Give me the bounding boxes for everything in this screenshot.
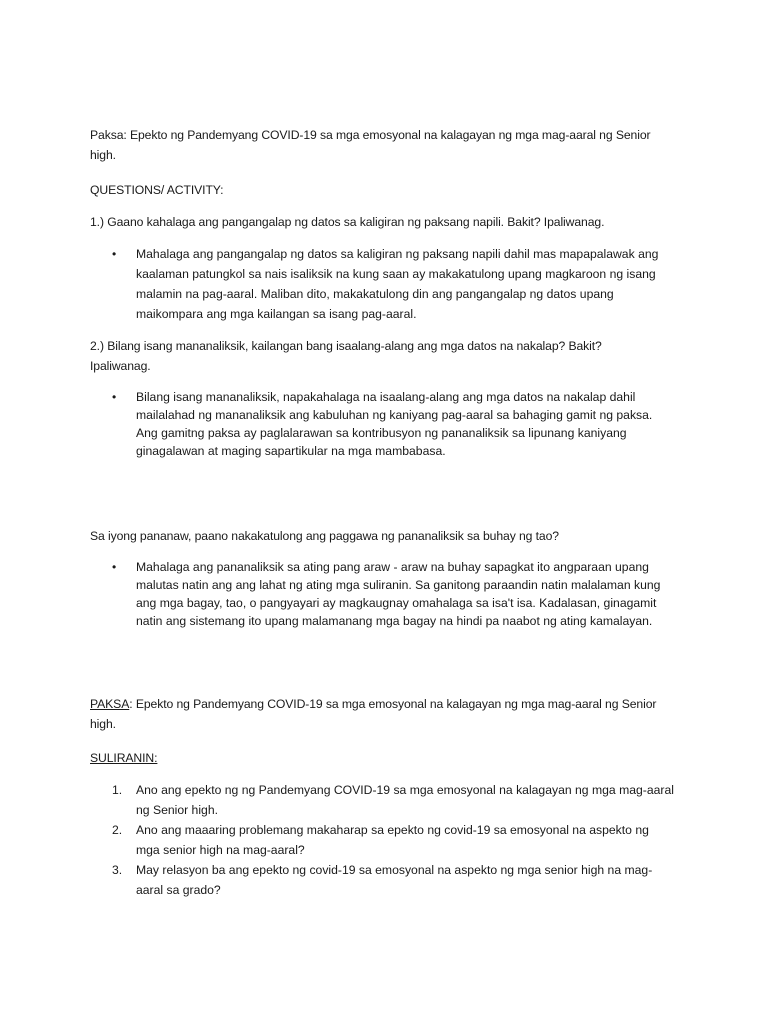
question-3: Sa iyong pananaw, paano nakakatulong ang paggawa ng pananaliksik sa buhay ng tao? (90, 529, 559, 543)
answer-line: malutas natin ang ang lahat ng ating mga suliranin. Sa ganitong paraandin natin malalaman kung (136, 578, 661, 592)
question-2-line-1: 2.) Bilang isang mananaliksik, kailangan bang isaalang-alang ang mga datos na nakalap? Bakit? (90, 339, 602, 353)
paksa-section-paragraph (90, 694, 690, 734)
answer-3-text (136, 558, 676, 630)
item-line-1: Ano ang epekto ng ng Pandemyang COVID-19 sa mga emosyonal na kalagayan ng mga mag-aaral (136, 783, 674, 797)
question-2 (90, 336, 690, 376)
suliranin-item (112, 780, 692, 820)
suliranin-item (112, 820, 692, 860)
paksa-label: PAKSA (90, 697, 130, 711)
answer-line: Mahalaga ang pangangalap ng datos sa kaligiran ng paksang napili dahil mas mapapalawak ang (136, 247, 659, 261)
paksa-line-1: Paksa: Epekto ng Pandemyang COVID-19 sa mga emosyonal na kalagayan ng mga mag-aaral ng Senior (90, 128, 651, 142)
item-number: 1. (112, 783, 123, 797)
paksa-line-2: high. (90, 148, 116, 162)
answer-2-text (136, 388, 676, 460)
answer-line: kaalaman patungkol sa nais isaliksik na kung saan ay makakatulong upang magkaroon ng isang (136, 267, 656, 281)
answer-3 (112, 558, 672, 634)
answer-2 (112, 388, 672, 464)
answer-line: ginagalawan at maging sapartikular na mga mambabasa. (136, 444, 446, 458)
bullet-icon: • (112, 390, 117, 404)
answer-line: Bilang isang mananaliksik, napakahalaga na isaalang-alang ang mga datos na nakalap dahil (136, 390, 636, 404)
item-line-2: ng Senior high. (136, 803, 218, 817)
item-line-1: Ano ang maaaring problemang makaharap sa epekto ng covid-19 sa emosyonal na aspekto ng (136, 823, 649, 837)
answer-line: Ang gamitng paksa ay paglalarawan sa kontribusyon ng pananaliksik sa lipunang kaniyang (136, 426, 627, 440)
answer-1-text (136, 244, 676, 324)
answer-line: malamin na pag-aaral. Maliban dito, makakatulong din ang pangangalap ng datos upang (136, 287, 614, 301)
item-line-2: aaral sa grado? (136, 883, 221, 897)
answer-line: mailalahad ng mananaliksik ang kabuluhan ng kaniyang pag-aaral sa bahaging gamit ng paksa. (136, 408, 653, 422)
bullet-icon: • (112, 247, 117, 261)
question-2-line-2: Ipaliwanag. (90, 359, 151, 373)
paksa-section-line-2: high. (90, 717, 116, 731)
bullet-icon: • (112, 560, 117, 574)
suliranin-item (112, 860, 692, 900)
answer-line: maikompara ang mga kailangan sa isang pag-aaral. (136, 307, 417, 321)
suliranin-heading: SULIRANIN: (90, 751, 158, 765)
paksa-section-line-1 (90, 694, 690, 714)
answer-line: Mahalaga ang pananaliksik sa ating pang araw - araw na buhay sapagkat ito angparaan upang (136, 560, 649, 574)
answer-1 (112, 244, 672, 328)
questions-heading: QUESTIONS/ ACTIVITY: (90, 183, 224, 197)
paksa-section-text: : Epekto ng Pandemyang COVID-19 sa mga emosyonal na kalagayan ng mga mag-aaral ng Senior (129, 697, 657, 711)
item-text (136, 780, 686, 820)
item-text (136, 820, 686, 860)
item-number: 2. (112, 823, 123, 837)
item-line-2: mga senior high na mag-aaral? (136, 843, 305, 857)
item-number: 3. (112, 863, 123, 877)
paksa-paragraph (90, 125, 690, 165)
answer-line: natin ang sistemang ito upang malamanang mga bagay na hindi pa naabot ng ating kamalayan. (136, 614, 653, 628)
item-text (136, 860, 686, 900)
item-line-1: May relasyon ba ang epekto ng covid-19 sa emosyonal na aspekto ng mga senior high na mag- (136, 863, 653, 877)
question-1: 1.) Gaano kahalaga ang pangangalap ng datos sa kaligiran ng paksang napili. Bakit? Ipaliwanag. (90, 215, 605, 229)
answer-line: ang mga bagay, tao, o pangyayari ay magkaugnay omahalaga sa isa't isa. Kadalasan, ginagamit (136, 596, 657, 610)
